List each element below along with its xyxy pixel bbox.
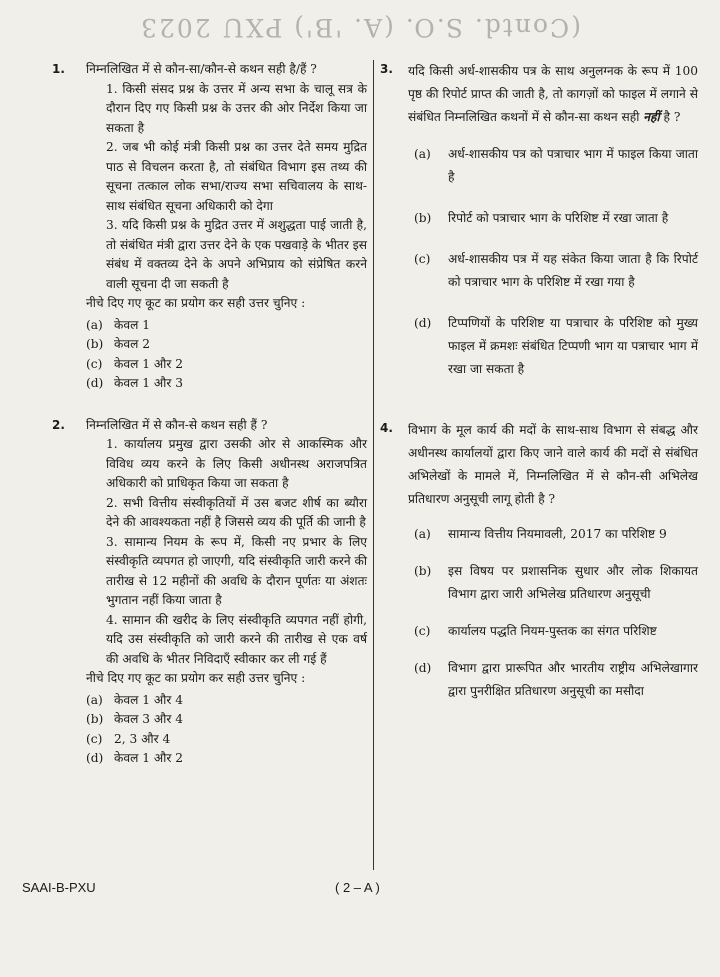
stem-emphasis: नहीं — [643, 110, 660, 124]
column-divider — [373, 60, 374, 870]
option-text: अर्ध-शासकीय पत्र में यह संकेत किया जाता है कि रिपोर्ट को पत्राचार भाग के परिशिष्ट में रखा गया है — [448, 252, 698, 289]
option-text: केवल 1 और 2 — [114, 751, 183, 765]
options-list — [86, 691, 367, 769]
option-text: कार्यालय पद्धति नियम-पुस्तक का संगत परिशिष्ट — [448, 624, 657, 638]
options-list — [408, 523, 698, 703]
option-label: (a) — [414, 527, 431, 541]
option-b — [86, 710, 367, 730]
option-text: टिप्पणियों के परिशिष्ट या पत्राचार के परिशिष्ट को मुख्य फाइल में क्रमशः संबंधित टिप्पणी भाग या पत्राचार भाग में रखा जा सकता है — [448, 316, 698, 376]
statement-text: 4. सामान की खरीद के लिए संस्वीकृति व्यपगत नहीं होगी, यदि उस संस्वीकृति को जारी करने की तारीख से एक वर्ष की अवधि के भीतर निविदाएँ स्वीकार कर ली गई हैं — [106, 612, 367, 666]
option-d — [86, 749, 367, 769]
options-list — [86, 316, 367, 394]
statement-item — [86, 533, 367, 611]
option-d — [408, 657, 698, 703]
question-1 — [52, 60, 367, 394]
statement-item — [86, 611, 367, 670]
option-c — [86, 730, 367, 750]
option-a — [86, 316, 367, 336]
option-label: (b) — [86, 712, 104, 726]
option-text: रिपोर्ट को पत्राचार भाग के परिशिष्ट में रखा जाता है — [448, 211, 669, 225]
option-c — [408, 248, 698, 294]
option-b — [408, 207, 698, 230]
right-column — [380, 60, 698, 703]
option-text: केवल 1 और 3 — [114, 376, 183, 390]
statement-text: 1. कार्यालय प्रमुख द्वारा उसकी ओर से आकस्मिक और विविध व्यय करने के लिए किसी अधीनस्थ अराजपत्रित अधिकारी को प्राधिकृत किया जा सकता है — [106, 437, 367, 490]
statement-text: 1. किसी संसद प्रश्न के उत्तर में अन्य सभा के चालू सत्र के दौरान दिए गए किसी प्रश्न के उत्तर की ओर निर्देश किया जा सकता है — [106, 81, 367, 135]
stem-text-end: है ? — [659, 110, 681, 124]
options-list — [408, 143, 698, 381]
statement-text: 2. जब भी कोई मंत्री किसी प्रश्न का उत्तर देते समय मुद्रित पाठ से विचलन करता है, तो संबंधित विभाग इस तथ्य की सूचना तत्काल लोक सभा/राज्य सभा सचिवालय के साथ-साथ संबंधित सूचना अधिकारी को देगा — [106, 140, 367, 213]
question-stem: निम्नलिखित में से कौन-से कथन सही हैं ? — [86, 417, 268, 432]
question-stem — [408, 60, 698, 129]
statement-item — [86, 435, 367, 494]
question-number: 1. — [52, 62, 65, 76]
option-a — [408, 143, 698, 189]
statement-text: 2. सभी वित्तीय संस्वीकृतियों में उस बजट शीर्ष का ब्यौरा देने की आवश्यकता नहीं है जिससे व्यय की पूर्ति की जानी है — [106, 495, 367, 529]
question-4 — [380, 419, 698, 703]
question-number: 4. — [380, 421, 393, 435]
statement-item — [86, 80, 367, 139]
question-number: 2. — [52, 417, 65, 432]
option-label: (c) — [86, 356, 103, 371]
option-text: सामान्य वित्तीय नियमावली, 2017 का परिशिष्ट 9 — [448, 527, 667, 541]
option-text: इस विषय पर प्रशासनिक सुधार और लोक शिकायत विभाग द्वारा जारी अभिलेख प्रतिधारण अनुसूची — [448, 564, 698, 601]
option-c — [408, 620, 698, 643]
option-text: केवल 1 और 2 — [114, 356, 183, 371]
statement-item — [86, 216, 367, 294]
option-text: केवल 3 और 4 — [114, 712, 183, 726]
option-text: विभाग द्वारा प्रारूपित और भारतीय राष्ट्रीय अभिलेखागार द्वारा पुनरीक्षित प्रतिधारण अनुसूची का मसौदा — [448, 661, 698, 698]
footer-code: SAAI-B-PXU — [22, 880, 96, 895]
inverted-header-text: (Contd. S.O. (A. 'B') PXU 2023 — [139, 13, 581, 42]
option-label: (d) — [414, 661, 432, 675]
option-label: (c) — [414, 624, 431, 638]
question-number: 3. — [380, 62, 393, 76]
option-label: (d) — [86, 751, 104, 765]
stem-text: यदि किसी अर्ध-शासकीय पत्र के साथ अनुलग्नक के रूप में 100 पृष्ठ की रिपोर्ट प्राप्त की जाती है, तो कागज़ों को फाइल में लगाने से संबंधित निम्नलिखित कथनों में से कौन-सा कथन सही — [408, 64, 698, 124]
page-number: ( 2 – A ) — [335, 880, 380, 895]
instruction-text: नीचे दिए गए कूट का प्रयोग कर सही उत्तर चुनिए : — [86, 671, 306, 685]
question-3 — [380, 60, 698, 381]
statement-item — [86, 138, 367, 216]
question-stem: निम्नलिखित में से कौन-सा/कौन-से कथन सही है/हैं ? — [86, 62, 317, 76]
option-a — [86, 691, 367, 711]
option-label: (c) — [414, 252, 431, 266]
option-text: अर्ध-शासकीय पत्र को पत्राचार भाग में फाइल किया जाता है — [448, 147, 698, 184]
option-label: (b) — [86, 337, 104, 351]
option-label: (c) — [86, 731, 103, 746]
option-b — [408, 560, 698, 606]
option-d — [408, 312, 698, 381]
option-a — [408, 523, 698, 546]
option-label: (a) — [414, 147, 431, 161]
statement-item — [86, 494, 367, 533]
option-d — [86, 374, 367, 394]
statement-text: 3. यदि किसी प्रश्न के मुद्रित उत्तर में अशुद्धता पाई जाती है, तो संबंधित मंत्री द्वारा उत्तर देने के एक पखवाड़े के भीतर इस संबंध में वक्तव्य देने के अपने अभिप्राय को संप्रेषित करने वाली सूचना दी जा सकती है — [106, 218, 367, 291]
option-label: (d) — [86, 376, 104, 390]
option-label: (b) — [414, 564, 432, 578]
option-text: 2, 3 और 4 — [114, 731, 171, 746]
statement-text: 3. सामान्य नियम के रूप में, किसी नए प्रभार के लिए संस्वीकृति व्यपगत हो जाएगी, यदि संस्वीकृति जारी करने की तारीख से 12 महीनों की अवधि के दौरान पूर्णतः या अंशतः भुगतान नहीं किया जाता है — [106, 534, 367, 607]
option-text: केवल 2 — [114, 337, 151, 351]
option-label: (a) — [86, 317, 103, 332]
option-c — [86, 355, 367, 375]
instruction-text: नीचे दिए गए कूट का प्रयोग कर सही उत्तर चुनिए : — [86, 296, 306, 310]
option-b — [86, 335, 367, 355]
option-label: (a) — [86, 692, 103, 707]
option-label: (b) — [414, 211, 432, 225]
question-stem: विभाग के मूल कार्य की मदों के साथ-साथ विभाग से संबद्ध और अधीनस्थ कार्यालयों द्वारा किए जाने वाले कार्य की मदों से संबंधित अभिलेखों के मामले में, निम्नलिखित में से कौन-सी अभिलेख प्रतिधारण अनुसूची लागू होती है ? — [408, 423, 698, 506]
option-text: केवल 1 और 4 — [114, 692, 183, 707]
left-column — [52, 60, 367, 769]
option-label: (d) — [414, 316, 432, 330]
question-2 — [52, 416, 367, 769]
option-text: केवल 1 — [114, 317, 151, 332]
